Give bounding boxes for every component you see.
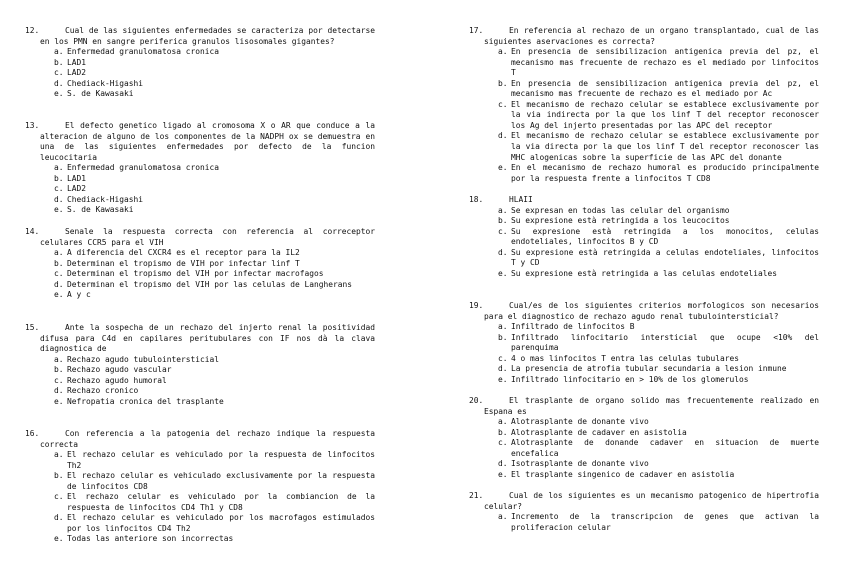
option-letter: a.	[54, 450, 64, 460]
question-text: El defecto genetico ligado al cromosoma X o AR que conduce a la alteracion de alguno de los componentes de la NADPH ox se demuestra en una de las siguientes enfermedades por defecto de la funcion leucocitaria	[40, 121, 375, 162]
option-letter: b.	[54, 258, 64, 268]
question-number: 20.	[469, 396, 484, 405]
option-letter: c.	[54, 184, 64, 194]
question-stem	[25, 227, 375, 248]
option-list	[25, 450, 375, 545]
option-letter: d.	[54, 78, 64, 88]
option-text: A y c	[67, 290, 91, 300]
option-text: Nefropatia cronica del trasplante	[67, 396, 224, 406]
option-text: El mecanismo de rechazo celular se establece exclusivamente por la via directa por la que los linf T del receptor reconoscer las MHC alogenicas sobre la superficie de las APC del donante	[511, 131, 819, 162]
option-letter: a.	[498, 47, 508, 57]
option-letter: e.	[54, 89, 64, 99]
answer-option	[469, 438, 819, 459]
answer-option	[469, 47, 819, 79]
question-text: Cual de los siguientes es un mecanismo patogenico de hipertrofia celular?	[484, 491, 819, 511]
option-text: LAD2	[67, 184, 87, 194]
option-text: Infiltrado de linfocitos B	[511, 322, 635, 332]
option-text: Enfermedad granulomatosa cronica	[67, 163, 220, 173]
question-21	[469, 491, 819, 533]
question-20	[469, 396, 819, 480]
answer-option	[469, 322, 819, 333]
answer-option	[25, 184, 375, 195]
option-list	[469, 512, 819, 533]
option-letter: b.	[498, 216, 508, 226]
option-text: Determinan el tropismo de VIH por infectar linf T	[67, 258, 300, 268]
option-text: Su expresione està retringida a celulas endoteliales, linfocitos T y CD	[511, 247, 819, 268]
question-text: Ante la sospecha de un rechazo del injerto renal la positividad difusa para C4d en capilares peritubulares con IF nos dà la clava diagnostica de	[40, 323, 375, 354]
option-letter: d.	[498, 459, 508, 469]
answer-option	[25, 47, 375, 58]
option-letter: b.	[54, 57, 64, 67]
option-text: El trasplante singenico de cadaver en asistolia	[511, 469, 735, 479]
answer-option	[25, 174, 375, 185]
option-text: Todas las anteriore son incorrectas	[67, 534, 234, 544]
option-text: Enfermedad granulomatosa cronica	[67, 47, 220, 57]
answer-option	[25, 195, 375, 206]
option-text: En presencia de sensibilizacion antigenica previa del pz, el mecanismo mas frecuente de rechazo es el mediado por linfocitos T	[511, 47, 819, 78]
answer-option	[469, 512, 819, 533]
question-number: 17.	[469, 26, 484, 35]
option-letter: a.	[498, 417, 508, 427]
answer-option	[469, 333, 819, 354]
answer-option	[25, 248, 375, 259]
answer-option	[25, 79, 375, 90]
option-text: Alotrasplante de donande cadaver en situacion de muerte encefalica	[511, 438, 819, 458]
option-text: La presencia de atrofia tubular secundaria a lesion inmune	[511, 364, 787, 374]
option-letter: c.	[498, 226, 508, 236]
option-letter: d.	[498, 131, 508, 141]
option-list	[469, 322, 819, 385]
question-stem	[469, 491, 819, 512]
option-letter: d.	[54, 386, 64, 396]
option-list	[25, 355, 375, 408]
option-letter: e.	[498, 374, 508, 384]
answer-option	[25, 68, 375, 79]
option-text: En el mecanismo de rechazo humoral es producido principalmente por la respuesta frente a linfocitos T CD8	[511, 163, 819, 183]
answer-option	[469, 248, 819, 269]
option-letter: b.	[498, 78, 508, 88]
answer-option	[25, 205, 375, 216]
question-text: Senale la respuesta correcta con referencia al correceptor celulares CCR5 para el VIH	[40, 227, 375, 247]
option-letter: d.	[498, 247, 508, 257]
option-text: LAD1	[67, 57, 87, 67]
option-text: Su expresione està retringida a los monocitos, celulas endoteliales, linfocitos B y CD	[511, 226, 819, 247]
question-text: Con referencia a la patogenia del rechazo indique la respuesta correcta	[40, 429, 375, 449]
question-number: 14.	[25, 227, 40, 236]
answer-option	[469, 459, 819, 470]
question-stem	[25, 121, 375, 163]
answer-option	[25, 376, 375, 387]
answer-option	[25, 355, 375, 366]
option-letter: e.	[54, 290, 64, 300]
question-number: 15.	[25, 323, 40, 332]
answer-option	[25, 365, 375, 376]
option-text: Isotrasplante de donante vivo	[511, 459, 649, 469]
answer-option	[25, 269, 375, 280]
option-list	[469, 206, 819, 280]
answer-option	[469, 206, 819, 217]
option-list	[469, 417, 819, 480]
answer-option	[469, 470, 819, 481]
option-letter: a.	[498, 322, 508, 332]
option-text: Alotrasplante de cadaver en asistolia	[511, 427, 687, 437]
answer-option	[469, 417, 819, 428]
option-letter: c.	[54, 375, 64, 385]
option-text: El mecanismo de rechazo celular se establece exclusivamente por la via indirecta por la que los linf T del receptor reconoscer los Ag del injerto presentadas por las APC del receptor	[511, 99, 819, 130]
answer-option	[25, 397, 375, 408]
option-letter: e.	[498, 469, 508, 479]
answer-option	[25, 534, 375, 545]
question-number: 21.	[469, 491, 484, 500]
option-text: El rechazo celular es vehiculado por los macrofagos estimulados por los linfocitos CD4 Th2	[67, 513, 375, 533]
question-19	[469, 301, 819, 385]
option-text: El rechazo celular es vehiculado por la combiancion de la respuesta de linfocitos CD4 Th1 y CD8	[67, 492, 375, 512]
option-text: Rechazo agudo vascular	[67, 365, 172, 375]
option-text: Su expresione està retringida a los leucocitos	[511, 216, 730, 226]
question-text: HLAII	[509, 195, 533, 204]
question-15	[25, 323, 375, 407]
option-letter: e.	[498, 268, 508, 278]
option-text: El rechazo celular es vehiculado por la respuesta de linfocitos Th2	[67, 450, 375, 470]
option-text: A diferencia del CXCR4 es el receptor para la IL2	[67, 248, 300, 258]
option-letter: c.	[498, 99, 508, 109]
option-text: Rechazo agudo humoral	[67, 375, 167, 385]
option-text: Determinan el tropismo del VIH por las celulas de Langherans	[67, 279, 353, 289]
answer-option	[469, 79, 819, 100]
answer-option	[25, 386, 375, 397]
answer-option	[25, 89, 375, 100]
question-number: 18.	[469, 195, 484, 204]
option-letter: c.	[498, 353, 508, 363]
answer-option	[25, 163, 375, 174]
option-text: Infiltrado linfocitario en > 10% de los glomerulos	[511, 374, 749, 384]
question-stem	[25, 429, 375, 450]
question-number: 19.	[469, 301, 484, 310]
question-12	[25, 26, 375, 100]
option-letter: a.	[498, 205, 508, 215]
question-17	[469, 26, 819, 184]
answer-option	[469, 100, 819, 132]
option-letter: a.	[54, 47, 64, 57]
option-letter: b.	[498, 427, 508, 437]
option-letter: e.	[54, 534, 64, 544]
question-stem	[469, 301, 819, 322]
answer-option	[25, 280, 375, 291]
option-letter: c.	[498, 438, 508, 448]
option-text: Se expresan en todas las celular del organismo	[511, 205, 730, 215]
option-text: LAD1	[67, 173, 87, 183]
answer-option	[25, 450, 375, 471]
answer-option	[469, 354, 819, 365]
option-letter: c.	[54, 492, 64, 502]
question-16	[25, 429, 375, 545]
question-stem	[469, 195, 819, 206]
question-18	[469, 195, 819, 279]
option-text: Incremento de la transcripcion de genes que activan la proliferacion celular	[511, 512, 819, 532]
option-list	[469, 47, 819, 184]
option-letter: e.	[498, 163, 508, 173]
answer-option	[469, 375, 819, 386]
option-letter: b.	[54, 471, 64, 481]
question-text: Cual/es de los siguientes criterios morfologicos son necesarios para el diagnostico de rechazo agudo renal tubulointersticial?	[484, 301, 819, 321]
option-text: Alotrasplante de donante vivo	[511, 417, 649, 427]
question-number: 16.	[25, 429, 40, 438]
question-text: En referencia al rechazo de un organo transplantado, cual de las siguientes aservaciones es correcta?	[484, 26, 819, 46]
option-letter: d.	[54, 194, 64, 204]
answer-option	[469, 216, 819, 227]
option-letter: b.	[54, 365, 64, 375]
question-text: El trasplante de organo solido mas frecuentemente realizado en Espana es	[484, 396, 819, 416]
option-letter: b.	[54, 173, 64, 183]
option-letter: e.	[54, 205, 64, 215]
option-letter: b.	[498, 332, 508, 342]
option-list	[25, 163, 375, 216]
question-stem	[469, 396, 819, 417]
answer-option	[469, 428, 819, 439]
option-letter: d.	[54, 513, 64, 523]
option-letter: a.	[54, 248, 64, 258]
answer-option	[469, 227, 819, 248]
option-text: LAD2	[67, 68, 87, 78]
option-text: Rechazo agudo tubulointersticial	[67, 354, 220, 364]
option-letter: a.	[498, 512, 508, 522]
question-number: 13.	[25, 121, 40, 130]
question-14	[25, 227, 375, 301]
option-text: Determinan el tropismo del VIH por infectar macrofagos	[67, 269, 324, 279]
answer-option	[25, 259, 375, 270]
option-list	[25, 248, 375, 301]
option-list	[25, 47, 375, 100]
question-stem	[469, 26, 819, 47]
option-letter: d.	[498, 364, 508, 374]
question-stem	[25, 323, 375, 355]
option-text: Su expresione està retringida a las celulas endoteliales	[511, 268, 778, 278]
answer-option	[469, 269, 819, 280]
answer-option	[25, 471, 375, 492]
question-number: 12.	[25, 26, 40, 35]
option-letter: c.	[54, 269, 64, 279]
option-text: Chediack-Higashi	[67, 78, 144, 88]
answer-option	[469, 364, 819, 375]
answer-option	[25, 513, 375, 534]
option-text: En presencia de sensibilizacion antigenica previa del pz, el mecanismo mas frecuente de rechazo es el mediado por Ac	[511, 78, 819, 99]
option-letter: e.	[54, 396, 64, 406]
option-letter: a.	[54, 163, 64, 173]
option-text: 4 o mas linfocitos T entra las celulas tubulares	[511, 353, 740, 363]
answer-option	[25, 290, 375, 301]
option-text: El rechazo celular es vehiculado exclusivamente por la respuesta de linfocitos CD8	[67, 471, 375, 491]
option-letter: c.	[54, 68, 64, 78]
question-13	[25, 121, 375, 216]
option-letter: d.	[54, 279, 64, 289]
answer-option	[469, 163, 819, 184]
option-text: S. de Kawasaki	[67, 205, 134, 215]
question-stem	[25, 26, 375, 47]
option-text: Infiltrado linfocitario intersticial que ocupe <10% del parenquima	[511, 332, 819, 353]
option-text: Chediack-Higashi	[67, 194, 144, 204]
answer-option	[469, 131, 819, 163]
answer-option	[25, 492, 375, 513]
option-letter: a.	[54, 354, 64, 364]
option-text: S. de Kawasaki	[67, 89, 134, 99]
question-text: Cual de las siguientes enfermedades se caracteriza por detectarse en los PMN en sangre periferica granulos lisosomales gigantes?	[40, 26, 375, 46]
option-text: Rechazo cronico	[67, 386, 139, 396]
answer-option	[25, 58, 375, 69]
